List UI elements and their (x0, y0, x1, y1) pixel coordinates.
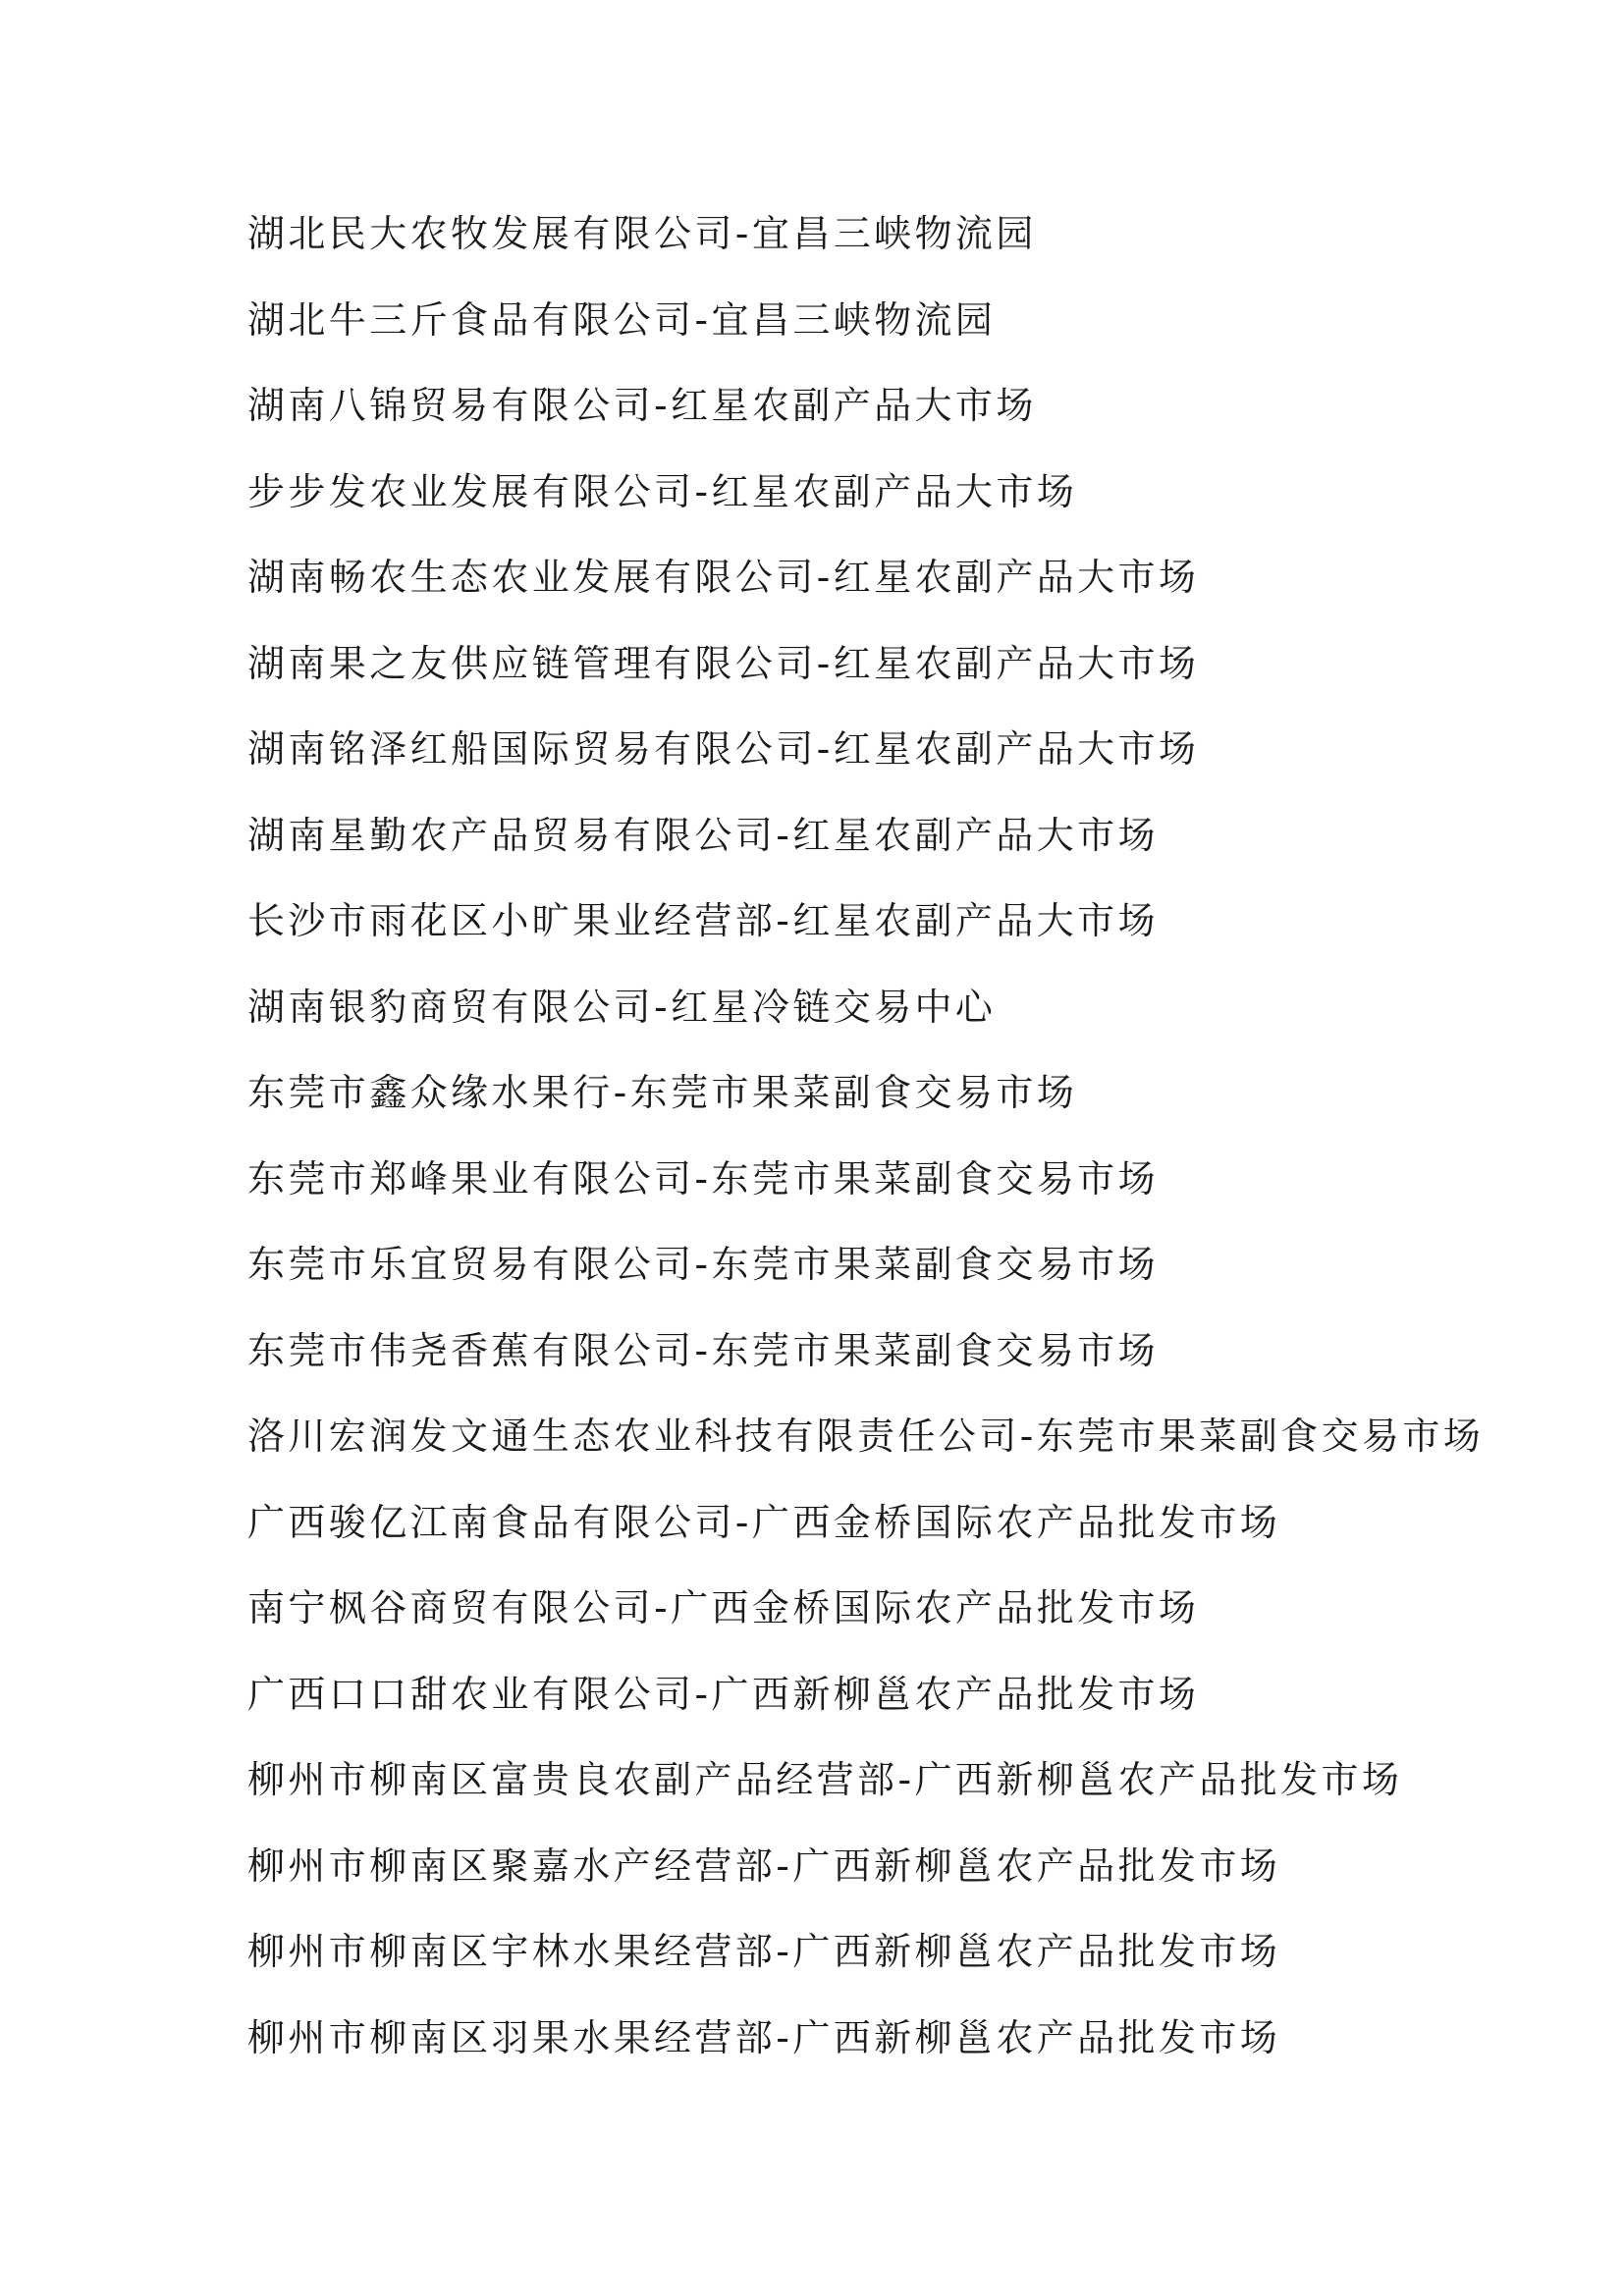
list-item: 东莞市伟尧香蕉有限公司-东莞市果菜副食交易市场 (247, 1328, 1159, 1372)
company-market-list (247, 208, 1484, 2098)
list-item: 柳州市柳南区富贵良农副产品经营部-广西新柳邕农产品批发市场 (247, 1758, 1403, 1801)
list-item: 东莞市鑫众缘水果行-东莞市果菜副食交易市场 (247, 1071, 1078, 1114)
list-item: 步步发农业发展有限公司-红星农副产品大市场 (247, 469, 1078, 513)
list-item: 湖南八锦贸易有限公司-红星农副产品大市场 (247, 384, 1037, 427)
list-item: 湖南果之友供应链管理有限公司-红星农副产品大市场 (247, 641, 1200, 685)
list-item: 广西骏亿江南食品有限公司-广西金桥国际农产品批发市场 (247, 1500, 1281, 1544)
list-item: 湖南银豹商贸有限公司-红星冷链交易中心 (247, 985, 997, 1029)
list-item: 湖北民大农牧发展有限公司-宜昌三峡物流园 (247, 212, 1037, 255)
list-item: 洛川宏润发文通生态农业科技有限责任公司-东莞市果菜副食交易市场 (247, 1415, 1485, 1458)
list-item: 广西口口甜农业有限公司-广西新柳邕农产品批发市场 (247, 1672, 1200, 1716)
list-item: 柳州市柳南区宇林水果经营部-广西新柳邕农产品批发市场 (247, 1930, 1281, 1973)
list-item: 湖南铭泽红船国际贸易有限公司-红星农副产品大市场 (247, 727, 1200, 771)
list-item: 东莞市乐宜贸易有限公司-东莞市果菜副食交易市场 (247, 1243, 1159, 1286)
list-item: 柳州市柳南区羽果水果经营部-广西新柳邕农产品批发市场 (247, 2015, 1281, 2059)
list-item: 湖南星勤农产品贸易有限公司-红星农副产品大市场 (247, 813, 1159, 857)
list-item: 柳州市柳南区聚嘉水产经营部-广西新柳邕农产品批发市场 (247, 1843, 1281, 1888)
list-item: 湖北牛三斤食品有限公司-宜昌三峡物流园 (247, 297, 997, 342)
list-item: 东莞市郑峰果业有限公司-东莞市果菜副食交易市场 (247, 1156, 1159, 1201)
list-item: 南宁枫谷商贸有限公司-广西金桥国际农产品批发市场 (247, 1586, 1200, 1629)
list-item: 长沙市雨花区小旷果业经营部-红星农副产品大市场 (247, 899, 1159, 942)
list-item: 湖南畅农生态农业发展有限公司-红星农副产品大市场 (247, 556, 1200, 599)
